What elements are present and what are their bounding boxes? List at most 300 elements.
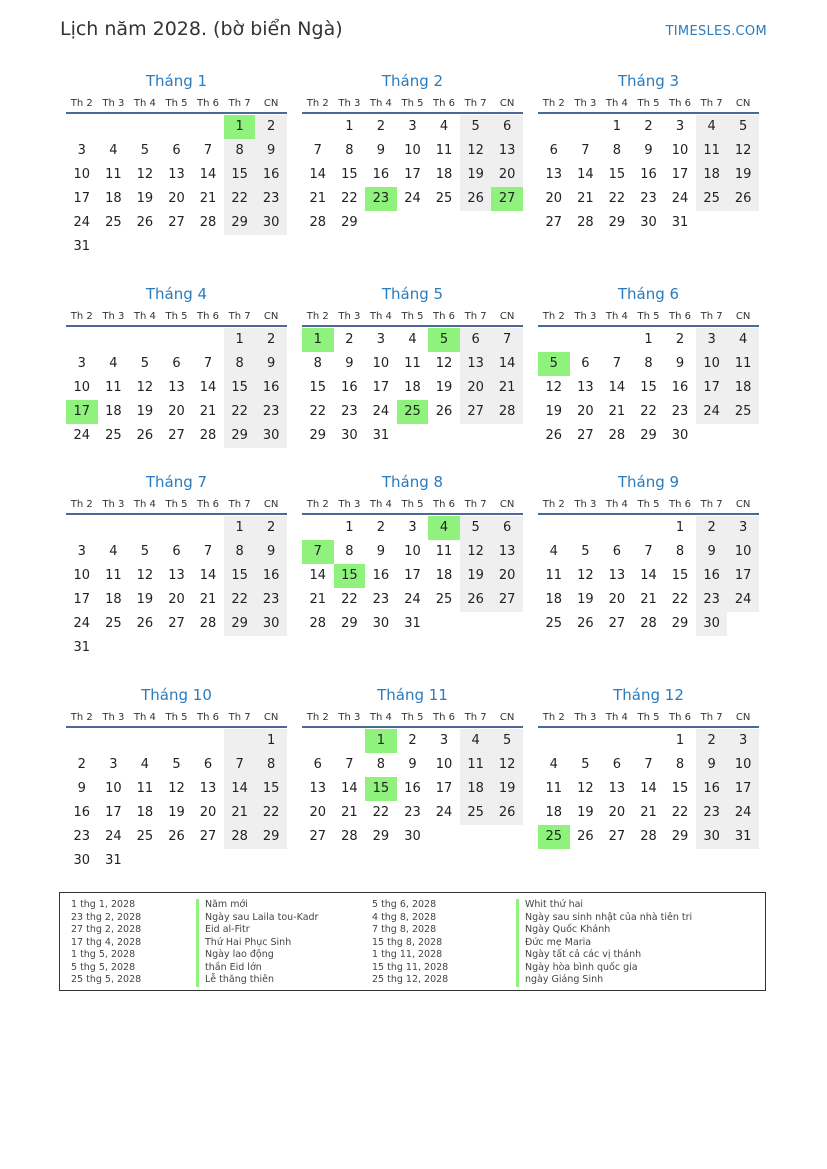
day-cell: 16 [671, 380, 689, 395]
empty-cell [129, 328, 161, 352]
day-cell: 3 [77, 356, 86, 371]
empty-cell [129, 636, 161, 660]
empty-cell [129, 115, 161, 139]
day-cell: 2 [696, 516, 728, 540]
weekday-label: Th 5 [401, 98, 424, 109]
day-cell: 2 [644, 119, 653, 134]
weekday-label: CN [263, 499, 279, 510]
day-grid [538, 328, 759, 448]
legend-holiday-name: Ngày lao động [196, 949, 318, 962]
day-cell: 7 [203, 544, 213, 559]
day-cell: 27 [491, 588, 523, 612]
day-cell: 5 [428, 328, 460, 352]
day-cell: 3 [376, 332, 386, 347]
empty-cell [224, 235, 256, 259]
empty-cell [98, 636, 130, 660]
day-cell: 26 [577, 616, 594, 631]
day-cell: 11 [105, 568, 122, 583]
day-cell: 23 [73, 829, 91, 844]
legend-holiday-name: Ngày tất cả các vị thánh [516, 949, 692, 962]
day-cell: 17 [671, 167, 689, 182]
day-cell: 28 [491, 400, 523, 424]
empty-cell [727, 612, 759, 636]
weekday-label: Th 4 [369, 499, 392, 510]
day-cell: 19 [136, 404, 154, 419]
month-block [302, 684, 523, 849]
day-cell: 25 [435, 592, 453, 607]
day-cell: 30 [671, 428, 689, 443]
day-cell: 13 [577, 380, 594, 395]
day-cell: 13 [545, 167, 563, 182]
weekday-label: Th 3 [102, 499, 125, 510]
day-cell: 4 [109, 544, 118, 559]
empty-cell [192, 849, 224, 873]
holiday-legend [59, 892, 766, 991]
weekday-label: Th 2 [542, 98, 565, 109]
weekday-label: Th 2 [542, 712, 565, 723]
month-title: Tháng 4 [145, 285, 208, 303]
legend-date: 23 thg 2, 2028 [71, 911, 142, 923]
day-cell: 11 [696, 139, 728, 163]
day-cell: 5 [460, 115, 492, 139]
day-cell: 8 [224, 139, 256, 163]
empty-cell [538, 516, 570, 540]
day-cell: 14 [577, 167, 594, 182]
weekday-label: CN [499, 98, 515, 109]
legend-date: 15 thg 11, 2028 [372, 961, 449, 973]
empty-cell [192, 729, 224, 753]
day-cell: 17 [66, 400, 98, 424]
day-cell: 1 [675, 520, 685, 535]
day-cell: 27 [545, 215, 563, 230]
day-grid [66, 115, 287, 259]
empty-cell [601, 516, 633, 540]
day-cell: 26 [460, 588, 492, 612]
day-cell: 8 [675, 757, 685, 772]
weekday-label: Th 6 [197, 712, 220, 723]
day-cell: 19 [136, 191, 154, 206]
day-cell: 25 [105, 215, 122, 230]
empty-cell [491, 211, 523, 235]
day-cell: 18 [105, 592, 122, 607]
day-cell: 27 [608, 616, 626, 631]
day-cell: 18 [105, 404, 122, 419]
weekday-label: Th 4 [605, 499, 628, 510]
day-cell: 19 [491, 777, 523, 801]
weekday-header [538, 305, 759, 327]
weekday-header [538, 706, 759, 728]
legend-date: 1 thg 5, 2028 [71, 949, 136, 960]
month-title: Tháng 11 [377, 686, 448, 704]
empty-cell [460, 211, 492, 235]
empty-cell [428, 424, 460, 448]
empty-cell [727, 211, 759, 235]
day-cell: 3 [77, 544, 86, 559]
empty-cell [161, 235, 193, 259]
day-cell: 1 [224, 115, 256, 139]
day-cell: 29 [341, 215, 358, 230]
day-cell: 26 [136, 428, 154, 443]
day-cell: 5 [140, 544, 150, 559]
day-cell: 26 [491, 801, 523, 825]
day-cell: 16 [696, 777, 728, 801]
day-cell: 10 [105, 781, 122, 796]
day-cell: 29 [671, 616, 689, 631]
empty-cell [129, 235, 161, 259]
day-cell: 21 [199, 592, 217, 607]
legend-date: 17 thg 4, 2028 [71, 936, 142, 948]
month-block [66, 471, 287, 660]
day-cell: 4 [549, 757, 558, 772]
weekday-header [302, 92, 523, 114]
day-cell: 1 [255, 729, 287, 753]
legend-date: 5 thg 5, 2028 [71, 961, 136, 973]
day-cell: 3 [408, 520, 417, 535]
weekday-label: Th 7 [700, 499, 723, 510]
day-cell: 5 [140, 143, 150, 158]
weekday-header [538, 493, 759, 515]
month-title: Tháng 5 [381, 285, 444, 303]
legend-date: 25 thg 5, 2028 [71, 974, 142, 985]
day-cell: 23 [696, 801, 728, 825]
legend-holiday-name: ngày Giáng Sinh [516, 974, 692, 987]
empty-cell [192, 636, 224, 660]
day-cell: 2 [408, 733, 417, 748]
day-cell: 28 [341, 829, 358, 844]
day-cell: 4 [549, 544, 558, 559]
weekday-label: Th 5 [165, 499, 188, 510]
empty-cell [129, 849, 161, 873]
day-cell: 18 [460, 777, 492, 801]
legend-date: 1 thg 1, 2028 [71, 899, 136, 910]
brand-link[interactable]: TIMESLES.COM [665, 24, 767, 39]
day-cell: 7 [581, 143, 590, 158]
weekday-label: Th 6 [433, 712, 456, 723]
month-title: Tháng 1 [145, 72, 208, 90]
day-cell: 6 [491, 115, 523, 139]
month-title: Tháng 9 [617, 473, 680, 491]
empty-cell [633, 516, 665, 540]
day-cell: 2 [376, 520, 386, 535]
day-cell: 10 [671, 143, 689, 158]
month-block [66, 70, 287, 259]
weekday-label: Th 2 [306, 311, 329, 322]
day-cell: 26 [460, 187, 492, 211]
month-block [302, 471, 523, 636]
day-cell: 10 [435, 757, 453, 772]
day-cell: 8 [644, 356, 653, 371]
day-cell: 11 [435, 143, 453, 158]
empty-cell [66, 115, 98, 139]
day-cell: 19 [435, 380, 453, 395]
day-cell: 6 [460, 328, 492, 352]
day-cell: 12 [577, 781, 594, 796]
day-grid [66, 729, 287, 873]
weekday-label: CN [735, 499, 751, 510]
day-cell: 26 [727, 187, 759, 211]
day-cell: 28 [577, 215, 594, 230]
day-grid [302, 516, 523, 636]
weekday-label: Th 6 [197, 98, 220, 109]
day-cell: 16 [372, 568, 390, 583]
day-cell: 27 [460, 400, 492, 424]
day-cell: 16 [255, 564, 287, 588]
day-cell: 9 [696, 540, 728, 564]
day-cell: 21 [608, 404, 626, 419]
day-cell: 31 [105, 853, 122, 868]
empty-cell [302, 516, 334, 540]
weekday-label: Th 6 [669, 98, 692, 109]
empty-cell [302, 729, 334, 753]
day-cell: 21 [640, 805, 657, 820]
weekday-label: CN [735, 311, 751, 322]
empty-cell [428, 825, 460, 849]
day-cell: 11 [545, 568, 563, 583]
day-cell: 6 [491, 516, 523, 540]
day-cell: 24 [105, 829, 122, 844]
day-cell: 14 [199, 167, 217, 182]
weekday-label: Th 6 [433, 98, 456, 109]
weekday-label: Th 5 [401, 499, 424, 510]
day-cell: 8 [224, 540, 256, 564]
empty-cell [601, 328, 633, 352]
weekday-label: Th 4 [133, 98, 156, 109]
day-cell: 17 [435, 781, 453, 796]
day-cell: 24 [727, 588, 759, 612]
day-cell: 18 [404, 380, 421, 395]
weekday-label: CN [263, 311, 279, 322]
empty-cell [161, 516, 193, 540]
day-cell: 28 [199, 616, 217, 631]
day-cell: 12 [491, 753, 523, 777]
day-cell: 22 [224, 588, 256, 612]
day-cell: 16 [640, 167, 657, 182]
day-cell: 10 [727, 753, 759, 777]
empty-cell [255, 849, 287, 873]
day-cell: 27 [608, 829, 626, 844]
day-cell: 8 [345, 143, 354, 158]
day-cell: 21 [199, 404, 217, 419]
day-cell: 10 [727, 540, 759, 564]
month-title: Tháng 3 [617, 72, 680, 90]
day-cell: 28 [608, 428, 626, 443]
legend-names-left [196, 899, 318, 987]
day-cell: 13 [168, 380, 185, 395]
day-cell: 28 [199, 215, 217, 230]
day-cell: 22 [671, 592, 689, 607]
day-cell: 23 [696, 588, 728, 612]
empty-cell [98, 115, 130, 139]
day-cell: 24 [73, 428, 91, 443]
day-cell: 12 [136, 380, 154, 395]
day-cell: 28 [640, 616, 657, 631]
empty-cell [570, 115, 602, 139]
empty-cell [538, 328, 570, 352]
empty-cell [66, 729, 98, 753]
day-cell: 23 [255, 187, 287, 211]
day-cell: 7 [345, 757, 354, 772]
day-cell: 11 [105, 380, 122, 395]
day-cell: 16 [73, 805, 91, 820]
legend-date: 1 thg 11, 2028 [372, 949, 443, 960]
day-cell: 13 [460, 352, 492, 376]
day-cell: 14 [608, 380, 626, 395]
empty-cell [98, 516, 130, 540]
weekday-label: CN [499, 712, 515, 723]
day-cell: 19 [168, 805, 185, 820]
weekday-label: Th 7 [464, 712, 487, 723]
day-cell: 29 [372, 829, 390, 844]
day-cell: 15 [309, 380, 327, 395]
day-cell: 8 [376, 757, 386, 772]
weekday-label: Th 5 [637, 98, 660, 109]
day-cell: 3 [727, 729, 759, 753]
weekday-label: CN [499, 499, 515, 510]
day-cell: 10 [73, 167, 91, 182]
day-cell: 13 [608, 568, 626, 583]
day-cell: 6 [172, 544, 181, 559]
day-cell: 1 [345, 520, 354, 535]
day-cell: 22 [640, 404, 657, 419]
day-cell: 20 [168, 404, 185, 419]
day-grid [66, 516, 287, 660]
day-cell: 19 [545, 404, 563, 419]
legend-holiday-name: Ngày sau sinh nhật của nhà tiên tri [516, 912, 692, 925]
day-cell: 24 [404, 191, 421, 206]
day-cell: 30 [640, 215, 657, 230]
day-cell: 23 [404, 805, 421, 820]
day-cell: 28 [199, 428, 217, 443]
day-cell: 5 [581, 757, 590, 772]
day-cell: 31 [372, 428, 390, 443]
weekday-label: Th 4 [605, 311, 628, 322]
day-cell: 11 [545, 781, 563, 796]
day-cell: 14 [640, 568, 657, 583]
day-cell: 15 [341, 167, 358, 182]
day-cell: 24 [671, 191, 689, 206]
day-cell: 15 [608, 167, 626, 182]
day-cell: 18 [435, 568, 453, 583]
empty-cell [570, 328, 602, 352]
empty-cell [161, 729, 193, 753]
day-cell: 11 [136, 781, 154, 796]
day-cell: 27 [168, 428, 185, 443]
day-cell: 2 [376, 119, 386, 134]
day-cell: 20 [460, 376, 492, 400]
month-block [538, 684, 759, 849]
day-cell: 29 [255, 825, 287, 849]
empty-cell [192, 235, 224, 259]
day-cell: 16 [255, 376, 287, 400]
day-cell: 13 [491, 139, 523, 163]
day-cell: 2 [255, 115, 287, 139]
day-cell: 18 [727, 376, 759, 400]
day-cell: 17 [404, 568, 421, 583]
empty-cell [696, 211, 728, 235]
weekday-label: Th 2 [306, 98, 329, 109]
weekday-label: Th 6 [197, 311, 220, 322]
day-cell: 17 [727, 564, 759, 588]
weekday-header [302, 305, 523, 327]
day-cell: 5 [581, 544, 590, 559]
day-cell: 15 [255, 777, 287, 801]
day-cell: 21 [577, 191, 594, 206]
day-cell: 20 [491, 564, 523, 588]
day-cell: 4 [460, 729, 492, 753]
day-cell: 31 [671, 215, 689, 230]
day-cell: 8 [612, 143, 622, 158]
day-cell: 13 [168, 167, 185, 182]
empty-cell [696, 424, 728, 448]
day-cell: 26 [136, 215, 154, 230]
day-cell: 25 [538, 825, 570, 849]
day-cell: 2 [345, 332, 354, 347]
legend-date: 25 thg 12, 2028 [372, 974, 449, 985]
day-cell: 29 [608, 215, 626, 230]
day-cell: 30 [255, 424, 287, 448]
weekday-label: Th 2 [306, 712, 329, 723]
empty-cell [98, 235, 130, 259]
day-grid [302, 328, 523, 448]
day-cell: 6 [172, 143, 181, 158]
legend-holiday-name: Năm mới [196, 899, 318, 912]
day-cell: 9 [345, 356, 354, 371]
weekday-label: Th 7 [700, 712, 723, 723]
day-cell: 19 [136, 592, 154, 607]
day-cell: 14 [491, 352, 523, 376]
day-cell: 5 [172, 757, 181, 772]
day-cell: 20 [168, 592, 185, 607]
day-cell: 24 [727, 801, 759, 825]
weekday-label: Th 7 [464, 311, 487, 322]
day-cell: 24 [73, 215, 91, 230]
day-cell: 4 [696, 115, 728, 139]
empty-cell [161, 636, 193, 660]
day-cell: 2 [255, 328, 287, 352]
day-cell: 2 [696, 729, 728, 753]
day-cell: 24 [372, 404, 390, 419]
weekday-label: Th 7 [700, 311, 723, 322]
day-cell: 5 [491, 729, 523, 753]
day-cell: 9 [255, 139, 287, 163]
weekday-label: Th 3 [574, 311, 597, 322]
weekday-label: Th 4 [605, 712, 628, 723]
day-cell: 4 [109, 356, 118, 371]
day-cell: 20 [577, 404, 594, 419]
day-cell: 3 [77, 143, 86, 158]
day-cell: 22 [341, 592, 358, 607]
empty-cell [192, 115, 224, 139]
day-cell: 19 [727, 163, 759, 187]
day-cell: 26 [435, 404, 453, 419]
empty-cell [491, 825, 523, 849]
legend-date: 27 thg 2, 2028 [71, 924, 142, 935]
day-cell: 14 [309, 167, 327, 182]
legend-holiday-name: Lễ thăng thiên [196, 974, 318, 987]
day-cell: 6 [612, 757, 622, 772]
legend-names-right [516, 899, 692, 987]
day-cell: 19 [577, 805, 594, 820]
empty-cell [428, 211, 460, 235]
day-grid [538, 516, 759, 636]
weekday-label: Th 6 [669, 712, 692, 723]
weekday-header [66, 706, 287, 728]
day-cell: 1 [302, 328, 334, 352]
weekday-label: Th 5 [637, 311, 660, 322]
day-cell: 29 [341, 616, 358, 631]
day-cell: 15 [224, 564, 256, 588]
legend-date: 7 thg 8, 2028 [372, 924, 437, 935]
